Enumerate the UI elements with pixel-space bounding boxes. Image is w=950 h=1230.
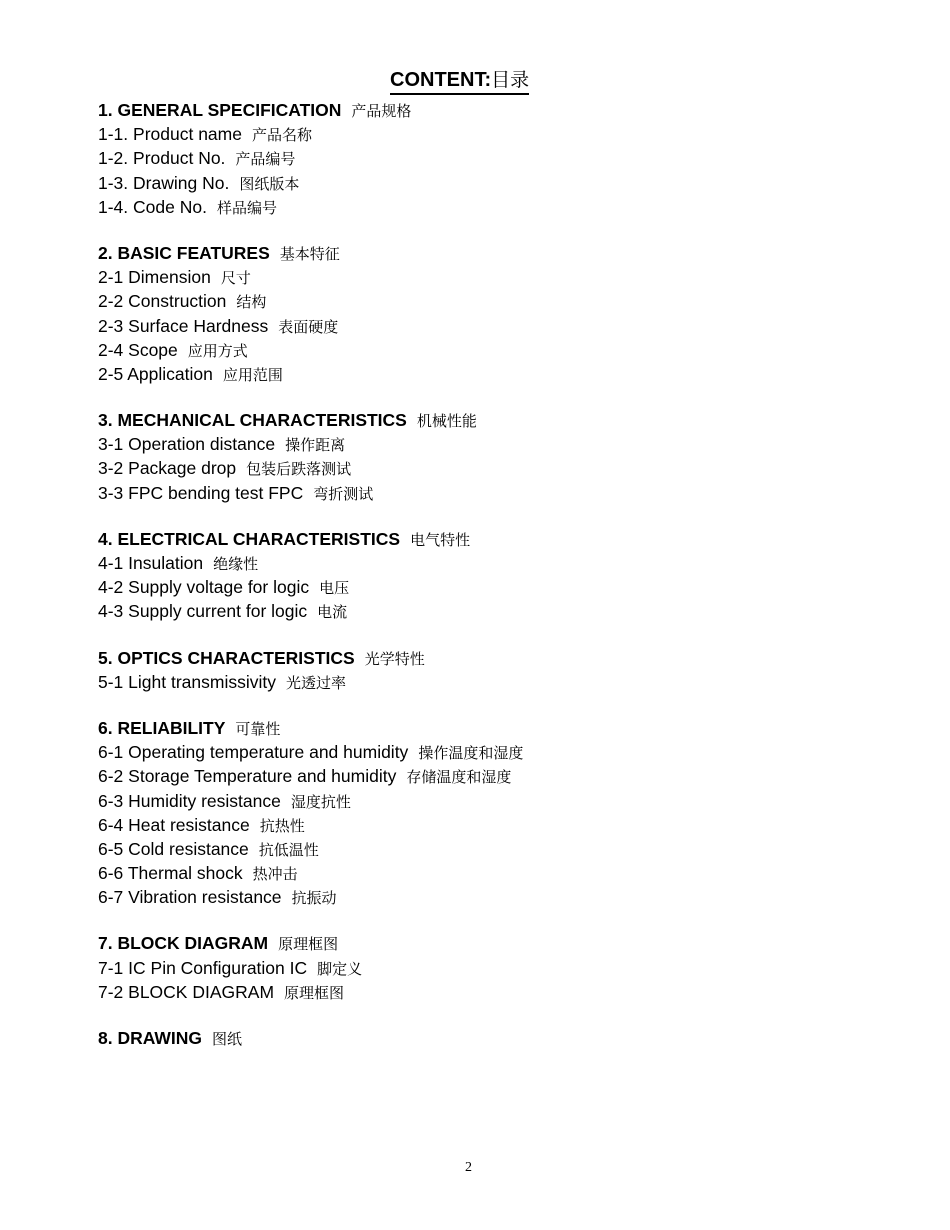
toc-item-zh: 图纸版本 <box>239 174 300 193</box>
page-number: 2 <box>465 1160 472 1175</box>
toc-item-zh: 光透过率 <box>285 673 346 692</box>
toc-item-zh: 应用方式 <box>187 341 248 360</box>
toc-item <box>98 740 898 764</box>
toc-item <box>98 195 898 219</box>
toc-section <box>98 646 898 694</box>
section-heading-en: 2. BASIC FEATURES <box>98 242 270 263</box>
toc-item-zh: 绝缘性 <box>213 555 259 573</box>
section-heading-en: 3. MECHANICAL CHARACTERISTICS <box>98 410 407 431</box>
toc-item-en: 3-1 Operation distance <box>98 434 276 455</box>
toc-item <box>98 362 898 386</box>
toc-section <box>98 527 898 624</box>
toc-item-zh: 湿度抗性 <box>290 792 351 811</box>
toc-item-zh: 电压 <box>319 579 350 598</box>
section-heading <box>98 527 898 551</box>
section-heading-zh: 图纸 <box>212 1030 243 1048</box>
toc-item-zh: 脚定义 <box>317 959 363 978</box>
section-heading-zh: 产品规格 <box>351 102 412 120</box>
section-heading <box>98 408 898 432</box>
toc-item <box>98 956 898 980</box>
page-title-zh: 目录 <box>491 69 530 91</box>
toc-item <box>98 789 898 813</box>
toc-item <box>98 764 898 788</box>
toc-item-en: 6-6 Thermal shock <box>98 863 243 884</box>
toc-item-en: 4-3 Supply current for logic <box>98 601 308 622</box>
section-heading <box>98 1026 898 1050</box>
toc-item <box>98 813 898 837</box>
toc-item-en: 1-3. Drawing No. <box>98 172 230 193</box>
toc-item-en: 3-3 FPC bending test FPC <box>98 482 304 503</box>
toc-item-en: 2-2 Construction <box>98 291 227 312</box>
toc-item-en: 1-4. Code No. <box>98 196 207 217</box>
toc-item <box>98 481 898 505</box>
toc-item <box>98 599 898 623</box>
toc-item-zh: 抗热性 <box>259 816 305 835</box>
toc-item-zh: 抗振动 <box>291 889 337 908</box>
toc-item-zh: 热冲击 <box>252 865 298 884</box>
toc-item <box>98 338 898 362</box>
toc-item-en: 2-5 Application <box>98 363 213 384</box>
page-title-en: CONTENT: <box>390 69 492 91</box>
section-heading-zh: 光学特性 <box>364 649 425 668</box>
toc-item-en: 6-1 Operating temperature and humidity <box>98 742 409 763</box>
toc-item <box>98 122 898 146</box>
toc-item-zh: 表面硬度 <box>278 317 339 336</box>
section-heading-en: 1. GENERAL SPECIFICATION <box>98 100 342 120</box>
toc-item-en: 7-2 BLOCK DIAGRAM <box>98 981 275 1002</box>
toc-item-en: 2-3 Surface Hardness <box>98 315 269 336</box>
toc-item <box>98 861 898 885</box>
toc-item-zh: 操作距离 <box>285 436 346 455</box>
toc-item-en: 6-4 Heat resistance <box>98 814 250 835</box>
toc-section <box>98 98 898 219</box>
section-heading <box>98 931 898 955</box>
section-heading-zh: 基本特征 <box>279 244 340 263</box>
toc-section <box>98 716 898 910</box>
section-heading-en: 5. OPTICS CHARACTERISTICS <box>98 647 355 668</box>
toc-item-en: 5-1 Light transmissivity <box>98 671 276 692</box>
toc-item <box>98 265 898 289</box>
toc-item <box>98 551 898 575</box>
toc-item <box>98 885 898 909</box>
toc-item-zh: 产品编号 <box>235 150 296 169</box>
toc-item-en: 4-1 Insulation <box>98 553 204 573</box>
toc-item-en: 6-3 Humidity resistance <box>98 790 281 811</box>
toc-item-zh: 抗低温性 <box>258 840 319 859</box>
toc-item-en: 1-1. Product name <box>98 124 242 145</box>
toc-section <box>98 241 898 386</box>
toc-item-zh: 存储温度和湿度 <box>406 768 512 787</box>
section-heading-zh: 原理框图 <box>278 935 339 954</box>
toc-item-en: 6-7 Vibration resistance <box>98 887 282 908</box>
toc-section <box>98 931 898 1004</box>
toc-item-en: 4-2 Supply voltage for logic <box>98 577 310 598</box>
toc-item-en: 3-2 Package drop <box>98 458 237 479</box>
section-heading-zh: 可靠性 <box>235 719 281 738</box>
section-heading-en: 6. RELIABILITY <box>98 717 226 738</box>
toc-item <box>98 837 898 861</box>
toc-item <box>98 575 898 599</box>
toc-item-en: 6-5 Cold resistance <box>98 838 249 859</box>
section-heading <box>98 646 898 670</box>
toc-item <box>98 980 898 1004</box>
toc-item-en: 2-4 Scope <box>98 339 178 360</box>
toc-item-zh: 样品编号 <box>216 198 277 217</box>
page-title <box>390 68 529 95</box>
section-heading-en: 8. DRAWING <box>98 1028 203 1048</box>
toc-item-zh: 电流 <box>317 603 348 622</box>
toc-item-zh: 弯折测试 <box>313 484 374 503</box>
toc-item-en: 2-1 Dimension <box>98 267 211 288</box>
toc-item-en: 6-2 Storage Temperature and humidity <box>98 766 397 787</box>
section-heading <box>98 716 898 740</box>
section-heading <box>98 98 898 122</box>
section-heading <box>98 241 898 265</box>
toc-item-zh: 原理框图 <box>284 983 345 1002</box>
toc-item-zh: 结构 <box>236 293 267 312</box>
toc-item-zh: 产品名称 <box>251 126 312 145</box>
section-heading-en: 4. ELECTRICAL CHARACTERISTICS <box>98 528 401 549</box>
toc-item <box>98 432 898 456</box>
toc-item <box>98 314 898 338</box>
toc-item-zh: 应用范围 <box>222 365 283 384</box>
toc-item <box>98 456 898 480</box>
toc-item-zh: 包装后跌落测试 <box>246 460 352 479</box>
toc-item-en: 7-1 IC Pin Configuration IC <box>98 957 308 978</box>
toc-item <box>98 146 898 170</box>
toc-item-zh: 尺寸 <box>220 269 251 288</box>
toc-section <box>98 408 898 505</box>
toc-item-zh: 操作温度和湿度 <box>418 744 524 763</box>
toc-item-en: 1-2. Product No. <box>98 148 226 169</box>
toc-item <box>98 670 898 694</box>
section-heading-en: 7. BLOCK DIAGRAM <box>98 933 269 954</box>
toc-item <box>98 171 898 195</box>
section-heading-zh: 机械性能 <box>416 412 477 431</box>
toc-section <box>98 1026 898 1050</box>
section-heading-zh: 电气特性 <box>410 530 471 549</box>
table-of-contents <box>98 98 898 1072</box>
toc-item <box>98 289 898 313</box>
